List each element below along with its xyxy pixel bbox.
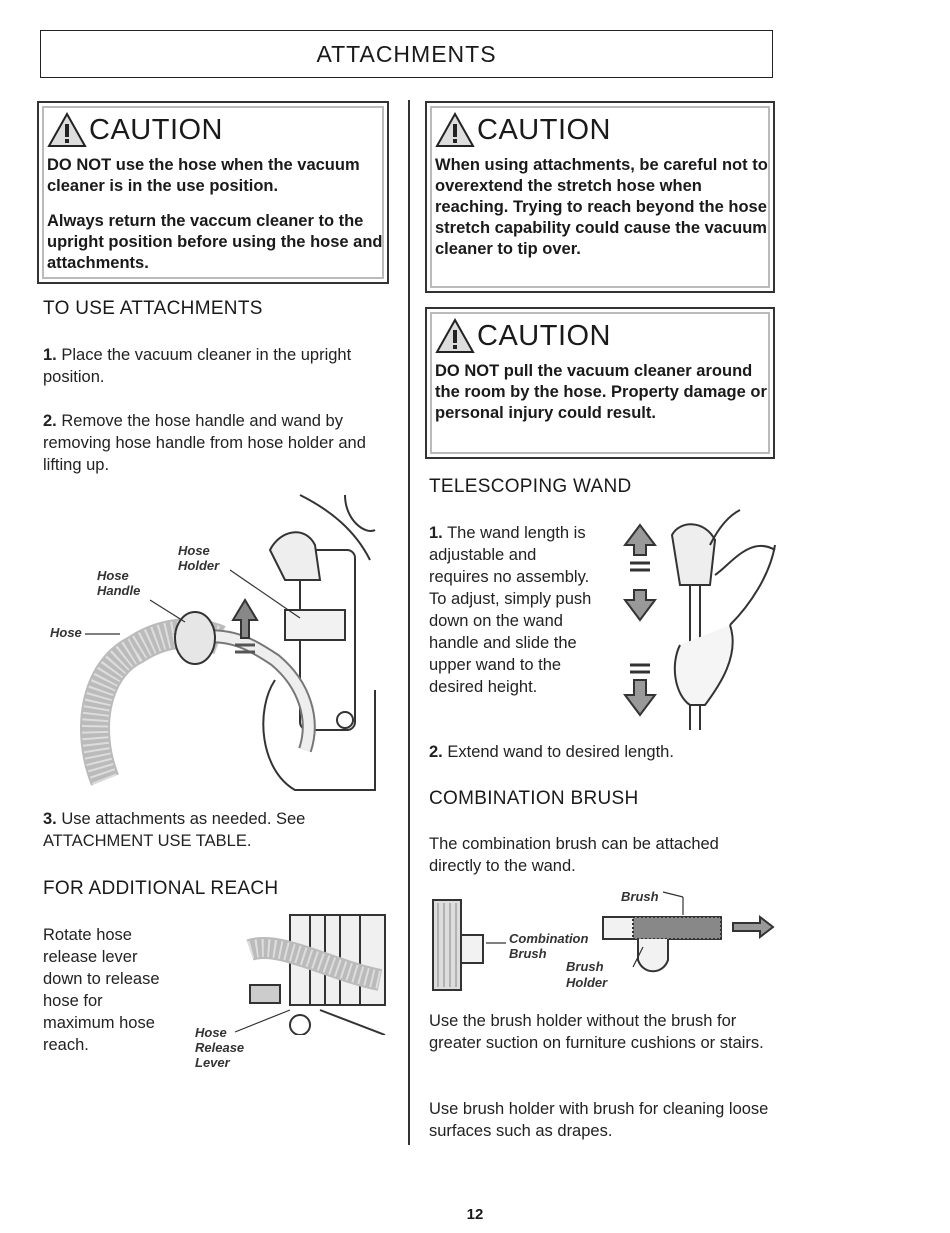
step-text: The wand length is adjustable and requires no assembly. To adjust, simply push down on the wand handle and slide the upper wand to the desired height. — [429, 524, 592, 696]
caution-box-hose-use — [37, 101, 389, 284]
caution-heading — [47, 109, 385, 151]
step-3 — [43, 808, 388, 852]
caution-text — [435, 155, 771, 260]
vacuum-hose-illustration — [45, 490, 390, 795]
wand-step-1 — [429, 522, 594, 698]
label-combination-brush: Combination Brush — [509, 931, 589, 961]
label-hose-handle: Hose Handle — [97, 568, 141, 598]
figure-combination-brush — [428, 885, 778, 995]
caution-label: CAUTION — [89, 113, 223, 146]
label-hose-holder: Hose Holder — [178, 543, 220, 573]
figure-hose-removal — [45, 490, 390, 795]
caution-paragraph: DO NOT pull the vacuum cleaner around the room by the hose. Property damage or personal injury could result. — [435, 362, 767, 422]
section-title-to-use: TO USE ATTACHMENTS — [43, 298, 263, 319]
hose-release-illustration — [190, 910, 390, 1035]
step-number: 3. — [43, 810, 57, 828]
brush-holder-usage: Use the brush holder without the brush for greater suction on furniture cushions or stairs. — [429, 1012, 764, 1052]
brush-usage: Use brush holder with brush for cleaning loose surfaces such as drapes. — [429, 1100, 769, 1140]
caution-box-overextend — [425, 101, 775, 293]
step-text: Extend wand to desired length. — [447, 743, 674, 761]
caution-paragraph: Always return the vaccum cleaner to the upright position before using the hose and attachments. — [47, 212, 383, 272]
wand-adjust-illustration — [610, 505, 780, 735]
section-title-telescoping-wand: TELESCOPING WAND — [429, 476, 632, 497]
column-divider — [408, 100, 410, 1145]
warning-triangle-icon — [435, 112, 475, 148]
label-hose: Hose — [50, 625, 82, 640]
section-title-additional-reach: FOR ADDITIONAL REACH — [43, 878, 279, 899]
caution-paragraph: When using attachments, be careful not to overextend the stretch hose when reaching. Trying to reach beyond the hose stretch capability could cause the vacuum cleaner to tip over. — [435, 156, 768, 258]
step-1 — [43, 344, 388, 388]
warning-triangle-icon — [435, 318, 475, 354]
caution-heading — [435, 109, 771, 151]
reach-text: Rotate hose release lever down to release hose for maximum hose reach. — [43, 926, 160, 1054]
caution-paragraph: DO NOT use the hose when the vacuum cleaner is in the use position. — [47, 156, 360, 195]
label-brush: Brush — [621, 889, 659, 904]
step-number: 1. — [429, 524, 443, 542]
wand-step-2 — [429, 741, 774, 763]
caution-label: CAUTION — [477, 319, 611, 352]
step-text: Place the vacuum cleaner in the upright position. — [43, 346, 352, 386]
caution-heading — [435, 315, 771, 357]
page-title: ATTACHMENTS — [316, 41, 497, 67]
label-hose-release-lever: Hose Release Lever — [195, 1025, 245, 1070]
step-2 — [43, 410, 388, 476]
figure-telescoping-wand — [610, 505, 780, 735]
attachment-table-reference: ATTACHMENT USE TABLE. — [43, 832, 252, 850]
section-title-combination-brush: COMBINATION BRUSH — [429, 788, 639, 809]
step-text: Use attachments as needed. See — [61, 810, 306, 828]
figure-hose-release — [190, 910, 390, 1070]
page-number: 12 — [466, 1206, 484, 1223]
caution-text — [435, 361, 771, 424]
page-header — [40, 30, 773, 78]
caution-box-pull-hose — [425, 307, 775, 459]
brush-intro: The combination brush can be attached directly to the wand. — [429, 835, 719, 875]
caution-text — [47, 155, 385, 274]
warning-triangle-icon — [47, 112, 87, 148]
step-number: 1. — [43, 346, 57, 364]
step-text: Remove the hose handle and wand by removing hose handle from hose holder and lifting up. — [43, 412, 366, 474]
label-brush-holder: Brush Holder — [566, 959, 608, 990]
caution-label: CAUTION — [477, 113, 611, 146]
step-number: 2. — [43, 412, 57, 430]
step-number: 2. — [429, 743, 443, 761]
